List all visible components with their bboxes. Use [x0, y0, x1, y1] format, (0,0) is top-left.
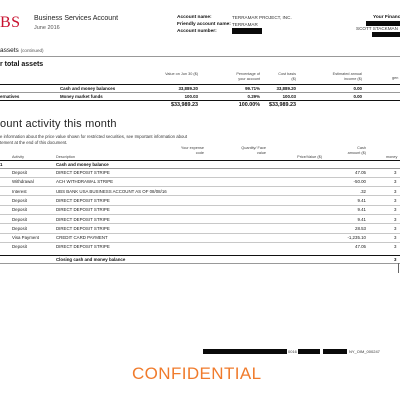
opening-date: 1: [0, 162, 3, 167]
activity-type: Deposit: [12, 244, 27, 250]
row-divider: [0, 195, 400, 196]
activity-type: Deposit: [12, 170, 27, 175]
asset-value: 100.03: [184, 94, 198, 99]
col-header-cash-amount: Cash amount ($): [347, 146, 366, 155]
activity-money-balance: 3: [394, 188, 397, 194]
activity-cash-amount: 9.41: [357, 197, 366, 203]
activity-description: ACH WITHDRAWAL STRIPE: [56, 179, 114, 185]
row-divider: [0, 205, 400, 206]
activity-cash-amount: -1,235.10: [347, 235, 366, 241]
activity-money-balance: 3: [394, 207, 397, 213]
activity-type: Deposit: [12, 225, 27, 231]
activity-cash-amount: 28.53: [355, 225, 366, 231]
table-rule: [0, 100, 400, 101]
row-divider: [0, 177, 400, 178]
activity-money-balance: 3: [394, 197, 397, 203]
total-assets-heading: r total assets: [0, 61, 44, 68]
activity-description: DIRECT DEPOSIT STRIPE: [56, 244, 110, 250]
footer-redaction: [323, 349, 347, 354]
activity-type: Deposit: [12, 216, 27, 222]
asset-percentage: 0.29%: [247, 94, 260, 99]
financial-advisor-heading: Your Financ: [373, 15, 400, 20]
activity-description: DIRECT DEPOSIT STRIPE: [56, 170, 110, 175]
col-header-value: Value on Jun 30 ($): [165, 72, 198, 76]
edge-mark: [398, 263, 399, 273]
divider: [0, 56, 400, 57]
row-divider: [0, 214, 400, 215]
row-divider: [0, 233, 400, 234]
activity-note-line2: tement at the end of this document.: [0, 140, 68, 145]
activity-money-balance: 3: [394, 216, 397, 222]
row-divider: [0, 242, 400, 243]
asset-income: 0.00: [353, 86, 362, 91]
account-number-redaction: [232, 28, 262, 34]
asset-name: Money market funds: [60, 94, 103, 99]
col-header-cost-basis: Cost basis ($): [278, 72, 296, 81]
divider: [0, 92, 400, 93]
col-header-annual-income: Estimated annual income ($): [332, 72, 362, 81]
account-name-label: Account name:: [177, 15, 212, 20]
activity-money-balance: 3: [394, 179, 397, 185]
activity-type: Deposit: [12, 197, 27, 203]
activity-type: Deposit: [12, 207, 27, 213]
divider: [0, 168, 400, 169]
activity-cash-amount: 47.05: [355, 170, 366, 175]
account-type-title: Business Services Account: [34, 15, 119, 22]
footer-page-code: 0016: [288, 349, 297, 354]
col-header-quantity: Quantity/ Face value: [241, 146, 266, 155]
activity-cash-amount: 9.41: [357, 207, 366, 213]
closing-money: 3: [394, 257, 397, 262]
activity-type: Withdrawal: [12, 179, 34, 185]
footer-redaction: [203, 349, 287, 354]
asset-cost: 33,889.20: [276, 86, 296, 91]
col-header-activity: Activity: [12, 155, 25, 159]
account-name-value: TERRAMAR PROJECT, INC.: [232, 15, 292, 20]
opening-balance-label: Cash and money balance: [56, 162, 109, 167]
activity-description: CREDIT CARD PAYMENT: [56, 235, 108, 241]
table-rule: [0, 255, 400, 256]
total-value: $33,989.23: [171, 102, 198, 108]
col-header-gen: gen: [392, 76, 399, 80]
divider: [0, 263, 400, 264]
friendly-name-label: Friendly account name:: [177, 22, 231, 27]
statement-date: June 2016: [34, 25, 60, 31]
table-rule: [0, 160, 400, 161]
activity-type: Visa Payment: [12, 235, 40, 241]
account-activity-title: ount activity this month: [0, 118, 117, 130]
advisor-phone-redaction: [372, 32, 400, 37]
total-cost: $33,989.23: [269, 102, 296, 108]
row-divider: [0, 186, 400, 187]
asset-name: Cash and money balances: [60, 86, 116, 91]
activity-money-balance: 3: [394, 170, 397, 175]
footer-doc-id: NY_OIM_000247: [349, 349, 380, 354]
activity-cash-amount: -50.00: [353, 179, 366, 185]
advisor-name: SCOTT STACKMAN: [356, 26, 398, 31]
activity-description: UBS BANK USA BUSINESS ACCOUNT AS OF 08/08/16: [56, 188, 167, 194]
col-header-expense-code: Your expense code: [180, 146, 204, 155]
asset-percentage: 99.71%: [245, 86, 260, 91]
activity-money-balance: 3: [394, 235, 397, 241]
activity-money-balance: 3: [394, 225, 397, 231]
asset-category: ernatives: [0, 94, 20, 99]
confidential-stamp: CONFIDENTIAL: [132, 364, 262, 383]
asset-income: 0.00: [353, 94, 362, 99]
col-header-price: Price/Value ($): [297, 155, 322, 159]
activity-cash-amount: .32: [359, 188, 366, 194]
col-header-percentage: Percentage of your account: [236, 72, 260, 81]
assets-title: assets: [0, 47, 19, 54]
activity-cash-amount: 9.41: [357, 216, 366, 222]
activity-cash-amount: 47.05: [355, 244, 366, 250]
asset-value: 33,889.20: [178, 86, 198, 91]
asset-cost: 100.03: [282, 94, 296, 99]
col-header-description: Description: [56, 155, 75, 159]
col-header-money: money: [386, 155, 398, 159]
row-divider: [0, 223, 400, 224]
activity-money-balance: 3: [394, 244, 397, 250]
footer-redaction: [298, 349, 320, 354]
assets-continued: (continued): [20, 48, 44, 53]
activity-description: DIRECT DEPOSIT STRIPE: [56, 207, 110, 213]
assets-section-title: [0, 47, 44, 54]
activity-description: DIRECT DEPOSIT STRIPE: [56, 197, 110, 203]
ubs-logo: BS: [0, 14, 21, 31]
activity-note-line1: e information about the price value shown for restricted securities, see Important information about: [0, 134, 188, 139]
total-percentage: 100.00%: [238, 102, 260, 108]
table-rule: [0, 84, 400, 85]
account-number-label: Account number:: [177, 29, 217, 34]
activity-description: DIRECT DEPOSIT STRIPE: [56, 216, 110, 222]
closing-balance-label: Closing cash and money balance: [56, 257, 126, 262]
activity-description: DIRECT DEPOSIT STRIPE: [56, 225, 110, 231]
activity-type: Interest: [12, 188, 27, 194]
friendly-name-value: TERRAMAR: [232, 22, 258, 27]
